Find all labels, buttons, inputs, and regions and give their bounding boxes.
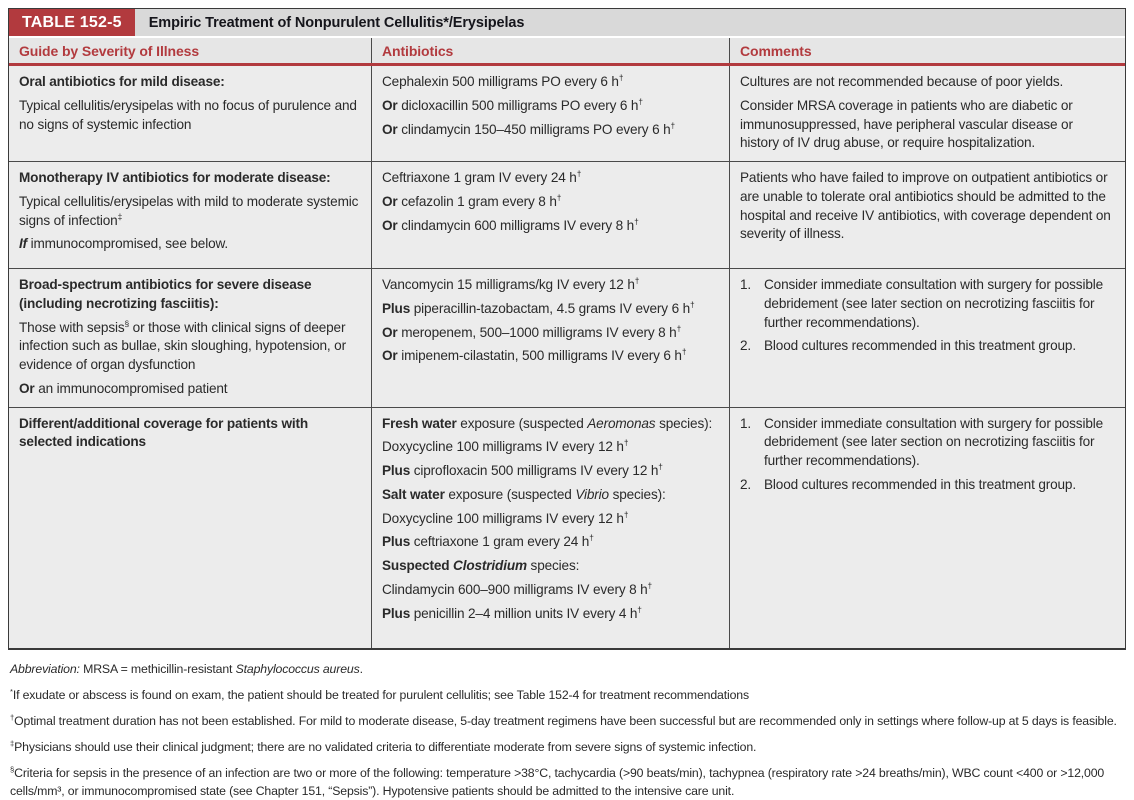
paragraph-text	[19, 277, 311, 311]
paragraph-text	[764, 415, 1115, 471]
comments-cell	[729, 269, 1125, 407]
antibiotics-cell	[371, 66, 729, 161]
paragraph-text	[19, 194, 358, 228]
text-segment: †	[623, 508, 629, 519]
text-segment: penicillin 2–4 million units IV every 4 h	[410, 605, 638, 621]
paragraph-text	[382, 194, 561, 209]
paragraph-text	[382, 119, 676, 137]
paragraph-text	[382, 301, 695, 316]
text-segment: Or	[382, 217, 398, 233]
text-segment: Or	[382, 348, 398, 364]
paragraph-text	[10, 740, 756, 754]
paragraph-text	[10, 688, 749, 702]
severity-paragraph	[19, 276, 361, 314]
comments-paragraph	[740, 97, 1115, 153]
text-segment: .	[359, 661, 363, 676]
antibiotics-paragraph	[382, 324, 719, 343]
text-segment: Or	[382, 121, 398, 137]
text-segment: §	[124, 317, 130, 328]
antibiotics-paragraph	[382, 510, 719, 529]
text-segment: imipenem-cilastatin, 500 milligrams IV every 6 h	[397, 348, 682, 364]
severity-paragraph	[19, 193, 361, 231]
text-segment: †	[589, 532, 594, 543]
text-segment: Typical cellulitis/erysipelas with mild to moderate systemic signs of infection	[19, 193, 359, 228]
text-segment: exposure (suspected	[456, 415, 588, 431]
text-segment: †	[623, 437, 629, 448]
paragraph-text	[10, 662, 363, 676]
text-segment: †	[647, 580, 653, 591]
severity-paragraph	[19, 380, 361, 399]
list-number: 1.	[740, 277, 752, 292]
antibiotics-paragraph	[382, 193, 719, 212]
footnote	[10, 713, 1124, 730]
text-segment: †	[690, 299, 695, 310]
comments-cell	[729, 408, 1125, 648]
text-segment: Or	[19, 380, 35, 396]
text-segment: Patients who have failed to improve on outpatient antibiotics or are unable to tolerate oral antibiotics should be admitted to the hospital and receive IV antibiotics, with coverage dependent on severity of illness.	[740, 170, 1111, 242]
severity-cell	[9, 408, 371, 648]
paragraph-text	[382, 534, 594, 549]
comments-cell	[729, 66, 1125, 161]
text-segment: †	[10, 712, 15, 722]
severity-paragraph	[19, 97, 361, 135]
text-segment: an immunocompromised patient	[34, 380, 228, 396]
text-segment: Optimal treatment duration has not been established. For mild to moderate disease, 5-day treatment regimens have been successful but are recommended only in settings where follow-up at 5 days is feasible.	[14, 713, 1117, 728]
severity-paragraph	[19, 415, 361, 453]
text-segment: ceftriaxone 1 gram every 24 h	[410, 534, 590, 550]
paragraph-text	[382, 215, 639, 233]
text-segment: Consider immediate consultation with surgery for possible debridement (see later section on necrotizing fasciitis for further recommendations).	[764, 415, 1104, 468]
text-segment: Or	[382, 193, 398, 209]
text-segment: Consider MRSA coverage in patients who are diabetic or immunosuppressed, have peripheral vascular disease or history of IV drug abuse, or require hospitalization.	[740, 97, 1073, 151]
paragraph-text	[382, 322, 682, 340]
text-segment: †	[658, 461, 663, 472]
antibiotics-paragraph	[382, 557, 719, 576]
severity-paragraph	[19, 319, 361, 375]
paragraph-text	[382, 487, 666, 502]
text-segment: Or	[382, 97, 398, 113]
antibiotics-paragraph	[382, 438, 719, 457]
text-segment: exposure (suspected	[444, 486, 576, 502]
text-segment: clindamycin 150–450 milligrams PO every 6 h	[397, 121, 671, 137]
text-segment: Salt water	[382, 486, 445, 502]
comments-paragraph	[740, 476, 1115, 495]
text-segment: Blood cultures recommended in this treatment group.	[764, 476, 1076, 492]
antibiotics-paragraph	[382, 121, 719, 140]
antibiotics-paragraph	[382, 217, 719, 236]
table-header-bar	[9, 9, 1125, 38]
text-segment: Doxycycline 100 milligrams IV every 12 h	[382, 439, 624, 455]
text-segment: †	[634, 275, 640, 286]
table-row	[9, 162, 1125, 269]
antibiotics-paragraph	[382, 300, 719, 319]
paragraph-text	[382, 582, 652, 597]
text-segment: †	[681, 346, 687, 357]
antibiotics-paragraph	[382, 581, 719, 600]
text-segment: Plus	[382, 534, 411, 550]
paragraph-text	[740, 74, 1063, 89]
text-segment: immunocompromised, see below.	[27, 236, 229, 252]
severity-paragraph	[19, 73, 361, 92]
antibiotics-cell	[371, 408, 729, 648]
text-segment: If exudate or abscess is found on exam, the patient should be treated for purulent cellulitis; see Table 152-4 for treatment recommendations	[12, 687, 749, 702]
text-segment: §	[10, 765, 15, 775]
text-segment: †	[676, 322, 682, 333]
paragraph-text	[10, 766, 1104, 797]
text-segment: †	[556, 192, 562, 203]
paragraph-text	[382, 98, 643, 113]
antibiotics-paragraph	[382, 462, 719, 481]
paragraph-text	[382, 416, 712, 431]
comments-cell	[729, 162, 1125, 268]
text-segment: piperacillin-tazobactam, 4.5 grams IV every 6 h	[410, 300, 691, 316]
paragraph-text	[19, 236, 228, 251]
text-segment: Cephalexin 500 milligrams PO every 6 h	[382, 74, 619, 89]
comments-paragraph	[740, 337, 1115, 356]
text-segment: ‡	[117, 210, 123, 221]
antibiotics-paragraph	[382, 415, 719, 434]
text-segment: Physicians should use their clinical judgment; there are no validated criteria to differentiate moderate from severe signs of systemic infection.	[14, 740, 757, 755]
column-header-severity: Guide by Severity of Illness	[19, 43, 200, 59]
text-segment: Clindamycin 600–900 milligrams IV every 8 h	[382, 581, 648, 597]
paragraph-text	[382, 74, 623, 89]
column-header-antibiotics: Antibiotics	[371, 38, 729, 63]
paragraph-text	[19, 98, 357, 132]
text-segment: †	[638, 96, 643, 107]
text-segment: Staphylococcus aureus	[235, 661, 360, 676]
list-number: 2.	[740, 338, 752, 354]
antibiotics-paragraph	[382, 73, 719, 92]
text-segment: ciprofloxacin 500 milligrams IV every 12 h	[410, 463, 659, 478]
column-header-comments: Comments	[729, 38, 1125, 63]
text-segment: Plus	[382, 300, 411, 316]
comments-paragraph	[740, 276, 1115, 332]
antibiotics-cell	[371, 269, 729, 407]
footnote	[10, 687, 1124, 704]
text-segment: MRSA = methicillin-resistant	[79, 661, 236, 676]
severity-paragraph	[19, 235, 361, 254]
text-segment: or those with clinical signs of deeper infection such as bullae, skin sloughing, hypotension, or evidence of organ dysfunction	[19, 319, 346, 372]
text-segment: Those with sepsis	[19, 319, 125, 335]
text-segment: Plus	[382, 605, 411, 621]
comments-paragraph	[740, 415, 1115, 471]
paragraph-text	[740, 170, 1111, 241]
paragraph-text	[764, 276, 1115, 332]
list-number: 2.	[740, 476, 752, 492]
paragraph-text	[382, 170, 581, 185]
severity-cell	[9, 66, 371, 161]
paragraph-text	[382, 603, 642, 621]
table-row	[9, 408, 1125, 649]
text-segment: Or	[382, 324, 398, 340]
text-segment: Clostridium	[453, 558, 527, 573]
text-segment: Cultures are not recommended because of poor yields.	[740, 74, 1064, 89]
comments-paragraph	[740, 73, 1115, 92]
text-segment: dicloxacillin 500 milligrams PO every 6 h	[397, 97, 639, 113]
text-segment: †	[670, 119, 676, 130]
text-segment: Plus	[382, 463, 411, 478]
text-segment: species:	[526, 558, 580, 573]
text-segment: species):	[608, 486, 666, 502]
severity-paragraph	[19, 169, 361, 188]
antibiotics-paragraph	[382, 169, 719, 188]
table-body	[9, 66, 1125, 649]
footnote	[10, 739, 1124, 756]
footnote	[10, 765, 1124, 799]
antibiotics-paragraph	[382, 347, 719, 366]
text-segment: Vibrio	[575, 486, 609, 502]
treatment-table	[8, 8, 1126, 650]
text-segment: If	[19, 236, 28, 252]
paragraph-text	[19, 416, 308, 450]
text-segment: Fresh water	[382, 415, 457, 431]
paragraph-text	[764, 337, 1076, 356]
text-segment: species):	[655, 415, 713, 431]
severity-cell	[9, 162, 371, 268]
footnotes	[8, 650, 1126, 800]
text-segment: Suspected	[382, 558, 450, 573]
paragraph-text	[10, 714, 1117, 728]
table-number-label: TABLE 152-5	[9, 9, 135, 36]
paragraph-text	[740, 98, 1073, 151]
text-segment: †	[576, 168, 582, 179]
paragraph-text	[382, 463, 663, 478]
text-segment: clindamycin 600 milligrams IV every 8 h	[397, 217, 635, 233]
paragraph-text	[382, 558, 579, 573]
antibiotics-paragraph	[382, 486, 719, 505]
footnote	[10, 661, 1124, 678]
text-segment: Ceftriaxone 1 gram IV every 24 h	[382, 170, 577, 185]
text-segment: †	[634, 215, 639, 226]
severity-cell	[9, 269, 371, 407]
paragraph-text	[19, 170, 331, 185]
text-segment: *	[10, 686, 13, 696]
text-segment: Aeromonas	[587, 415, 656, 431]
text-segment: meropenem, 500–1000 milligrams IV every 8 h	[397, 324, 677, 340]
text-segment: Monotherapy IV antibiotics for moderate disease:	[19, 170, 331, 185]
text-segment: Different/additional coverage for patients with selected indications	[19, 415, 309, 450]
text-segment: Blood cultures recommended in this treatment group.	[764, 338, 1076, 354]
text-segment: Criteria for sepsis in the presence of an infection are two or more of the following: temperature >38°C, tachycardia (>90 beats/min), tachypnea (respiratory rate >24 breaths/min), WBC count <400 or >12,000 cells/mm³, or immunocompromised state (see Chapter 151, “Sepsis”). Hypotensive patients should be admitted to the intensive care unit.	[10, 766, 1105, 798]
antibiotics-paragraph	[382, 97, 719, 116]
antibiotics-paragraph	[382, 533, 719, 552]
text-segment: ‡	[10, 739, 15, 749]
text-segment: †	[637, 603, 642, 614]
paragraph-text	[19, 74, 225, 89]
text-segment: Oral antibiotics for mild disease:	[19, 74, 225, 89]
paragraph-text	[382, 348, 686, 363]
paragraph-text	[19, 381, 227, 396]
paragraph-text	[382, 277, 639, 292]
paragraph-text	[19, 317, 346, 373]
text-segment: Abbreviation:	[10, 661, 80, 676]
table-title: Empiric Treatment of Nonpurulent Cellulitis*/Erysipelas	[135, 9, 1125, 36]
text-segment: Doxycycline 100 milligrams IV every 12 h	[382, 510, 624, 526]
antibiotics-paragraph	[382, 605, 719, 624]
paragraph-text	[382, 439, 628, 454]
antibiotics-cell	[371, 162, 729, 268]
text-segment: Typical cellulitis/erysipelas with no focus of purulence and no signs of systemic infection	[19, 97, 357, 132]
text-segment: Broad-spectrum antibiotics for severe disease (including necrotizing fasciitis):	[19, 277, 312, 311]
paragraph-text	[764, 476, 1076, 495]
table-row	[9, 66, 1125, 162]
antibiotics-paragraph	[382, 276, 719, 295]
column-header-row	[9, 38, 1125, 66]
table-row	[9, 269, 1125, 408]
text-segment: Vancomycin 15 milligrams/kg IV every 12 h	[382, 277, 635, 292]
list-number: 1.	[740, 415, 752, 431]
text-segment: cefazolin 1 gram every 8 h	[397, 193, 557, 209]
comments-paragraph	[740, 169, 1115, 244]
text-segment: Consider immediate consultation with surgery for possible debridement (see later section on necrotizing fasciitis for further recommendations).	[764, 277, 1104, 330]
text-segment: †	[618, 72, 624, 83]
paragraph-text	[382, 508, 629, 526]
